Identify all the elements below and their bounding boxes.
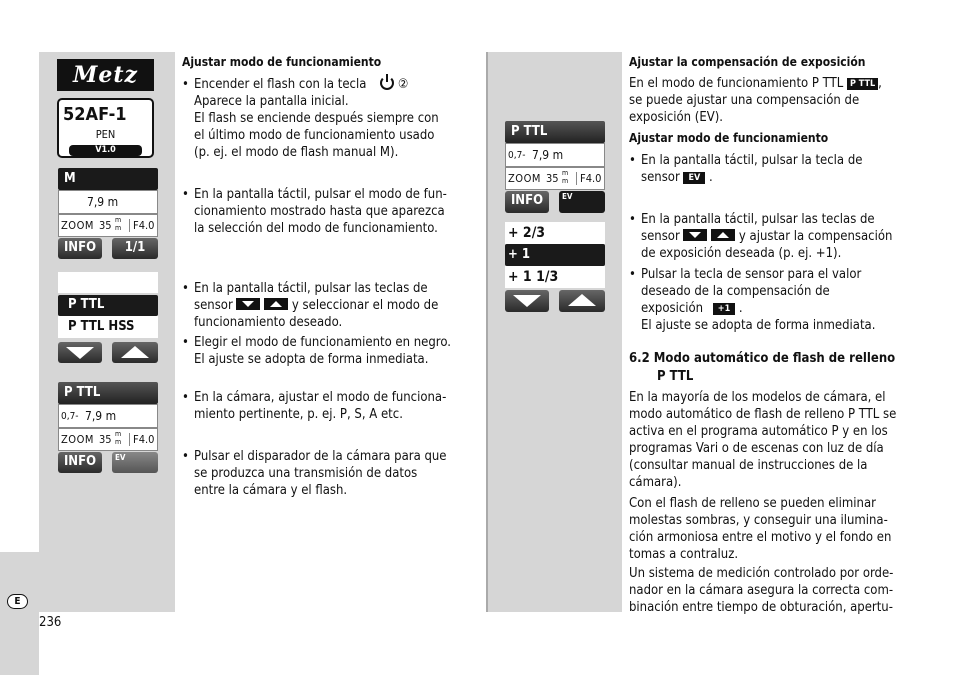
p3-line: Con el flash de relleno se pueden eliminar [629, 496, 876, 511]
zoom-value: 35 [99, 433, 112, 446]
p4-line: nador en la cámara asegura la correcta com- [629, 583, 894, 598]
bullet-dot: • [629, 153, 636, 168]
bullet-dot: • [182, 281, 189, 296]
p2-line: cámara). [629, 475, 682, 490]
mode-bar-m[interactable]: M [58, 168, 158, 190]
b2-line2: cionamiento mostrado hasta que aparezca [194, 204, 445, 219]
p2-line: programas Vari o de escenas con luz de día [629, 441, 884, 456]
p2-line: (consultar manual de instrucciones de la [629, 458, 868, 473]
ev-option-plus-1-1-3[interactable]: + 1 1/3 [505, 266, 605, 288]
arrow-up-icon [568, 294, 596, 306]
b2-line3: la selección del modo de funcionamiento. [194, 221, 438, 236]
p3-line: molestas sombras, y conseguir una ilumina- [629, 513, 888, 528]
range-distance: 7,9 m [85, 409, 117, 423]
b6-line2: se produzca una transmisión de datos [194, 466, 418, 481]
version-badge [69, 145, 142, 156]
arrow-down-icon [513, 295, 541, 307]
p4-line: binación entre tiempo de obturación, apertu- [629, 600, 893, 615]
b3-line2a: sensor [194, 298, 233, 313]
range-display [58, 404, 158, 428]
c2b3-line2: deseado de la compensación de [641, 284, 830, 299]
c2b2-line3: de exposición deseada (p. ej. +1). [641, 246, 842, 261]
zoom-value: 35 [546, 172, 559, 185]
c2b1-line1: En la pantalla táctil, pulsar la tecla de [641, 153, 863, 168]
p1-line3: exposición (EV). [629, 110, 724, 125]
panel-divider [486, 52, 488, 612]
col2-para-1 [629, 75, 929, 126]
zoom-unit-top: m [115, 216, 122, 224]
b5-line2: miento pertinente, p. ej. P, S, A etc. [194, 407, 403, 422]
model-name: 52AF-1 [63, 104, 127, 125]
ev-option-plus-1[interactable]: + 1 [505, 244, 605, 266]
zoom-label: ZOOM [508, 172, 541, 185]
sensor-down-button[interactable] [505, 290, 549, 312]
aperture-value: F4.0 [129, 433, 154, 446]
p2-line: modo automático de flash de relleno P TTL se [629, 407, 897, 422]
b3-line3: funcionamiento deseado. [194, 315, 343, 330]
page-number: 236 [39, 615, 62, 630]
distance-display-m [58, 190, 158, 214]
b3-line1: En la pantalla táctil, pulsar las teclas de [194, 281, 428, 296]
mode-bar-pttl[interactable]: P TTL [58, 382, 158, 404]
arrow-up-icon [121, 346, 149, 358]
b1-line1 [194, 76, 439, 93]
col2-para-4 [629, 565, 929, 616]
sensor-up-key-icon [711, 229, 735, 241]
b1-line2: Aparece la pantalla inicial. [194, 94, 349, 109]
metz-logo-text: Metz [72, 62, 138, 88]
c2b1-line2-text: sensor [641, 170, 680, 185]
zoom-value: 35 [99, 219, 112, 232]
b1-line4: el último modo de funcionamiento usado [194, 128, 435, 143]
zoom-unit-bottom: m [562, 177, 569, 185]
p2-line: En la mayoría de los modelos de cámara, el [629, 390, 886, 405]
left-illustration-panel [39, 52, 175, 612]
b6-line3: entre la cámara y el flash. [194, 483, 348, 498]
section-title-line1: 6.2 Modo automático de flash de relleno [629, 351, 896, 366]
ev-button[interactable] [112, 452, 158, 473]
model-sub: PEN [95, 128, 116, 141]
ev-label: EV [562, 192, 573, 201]
mode-option-pttl[interactable]: P TTL [58, 295, 158, 316]
col2-para-2 [629, 389, 929, 491]
plus-one-key-icon: +1 [713, 303, 735, 315]
col1-heading: Ajustar modo de funcionamiento [182, 55, 382, 69]
info-button-m[interactable]: INFO [58, 238, 102, 259]
c2b2-line2a: sensor [641, 229, 680, 244]
b6-line1: Pulsar el disparador de la cámara para que [194, 449, 447, 464]
zoom-unit-bottom: m [115, 224, 122, 232]
range-prefix: 0,7- [508, 150, 526, 161]
p3-line: tomas a contraluz. [629, 547, 739, 562]
side-tab [0, 552, 39, 675]
bullet-dot: • [182, 449, 189, 464]
zoom-display-m [58, 214, 158, 237]
page-button[interactable]: 1/1 [112, 238, 158, 259]
section-title [629, 350, 895, 386]
p1-line2: se puede ajustar una compensación de [629, 93, 860, 108]
b1-line1-text: Encender el flash con la tecla [194, 77, 367, 92]
info-button-pttl[interactable]: INFO [58, 452, 102, 473]
arrow-down-icon [66, 347, 94, 359]
ev-key-icon: EV [683, 172, 705, 184]
c2b2-line1: En la pantalla táctil, pulsar las teclas de [641, 212, 875, 227]
c2b1-line2: sensor EV . [641, 170, 713, 185]
b3-line2b: y seleccionar el modo de [291, 298, 439, 313]
version-label: V1.0 [95, 145, 116, 155]
p1-line1: En el modo de funcionamiento P TTL P TTL , [629, 76, 882, 91]
c2b3-line3: exposición +1 . [641, 301, 743, 316]
pttl-key-icon: P TTL [847, 78, 878, 90]
col2-heading-2: Ajustar modo de funcionamiento [629, 131, 829, 145]
c2b3-line3-text: exposición [641, 301, 704, 316]
sensor-up-button[interactable] [112, 342, 158, 363]
circled-2: ② [397, 77, 409, 92]
zoom-unit-bottom: m [115, 438, 122, 446]
c2b2-line2 [641, 228, 892, 245]
c2b3-line4: El ajuste se adopta de forma inmediata. [641, 318, 876, 333]
p2-line: activa en el programa automático P y en los [629, 424, 888, 439]
col2-para-3 [629, 495, 929, 563]
zoom-unit-top: m [562, 169, 569, 177]
mode-option-pttl-hss[interactable]: P TTL HSS [58, 316, 158, 338]
c2b3-line1: Pulsar la tecla de sensor para el valor [641, 267, 862, 282]
zoom-display [505, 167, 605, 190]
zoom-display-pttl [58, 428, 158, 451]
sensor-down-key-icon [683, 229, 707, 241]
mode-select-blank [58, 272, 158, 293]
bullet-dot: • [182, 390, 189, 405]
language-badge [7, 594, 28, 609]
section-title-line2: P TTL [657, 369, 694, 384]
aperture-value: F4.0 [129, 219, 154, 232]
bullet-dot: • [182, 335, 189, 350]
zoom-unit-top: m [115, 430, 122, 438]
ev-label: EV [115, 453, 126, 462]
p3-line: ción armoniosa entre el motivo y el fondo en [629, 530, 892, 545]
sensor-up-key-icon [264, 298, 288, 310]
b4-line1: Elegir el modo de funcionamiento en negro. [194, 335, 451, 350]
b5-line1: En la cámara, ajustar el modo de funciona- [194, 390, 447, 405]
range-prefix: 0,7- [61, 411, 79, 422]
sensor-down-button[interactable] [58, 342, 102, 363]
b2-line1: En la pantalla táctil, pulsar el modo de fun- [194, 187, 447, 202]
p1-line1-text: En el modo de funcionamiento P TTL [629, 76, 844, 91]
sensor-up-button[interactable] [559, 290, 605, 312]
aperture-value: F4.0 [576, 172, 601, 185]
metz-logo [57, 59, 154, 91]
info-button[interactable]: INFO [505, 191, 549, 213]
sensor-down-key-icon [236, 298, 260, 310]
start-screen [57, 98, 154, 158]
col2-heading-1: Ajustar la compensación de exposición [629, 55, 866, 69]
distance-value: 7,9 m [87, 195, 119, 209]
power-icon [380, 76, 394, 90]
language-badge-label: E [14, 596, 21, 607]
mode-bar-pttl[interactable]: P TTL [505, 121, 605, 143]
range-distance: 7,9 m [532, 148, 564, 162]
zoom-label: ZOOM [61, 433, 94, 446]
b3-line2 [194, 297, 438, 314]
c2b2-line2b: y ajustar la compensación [738, 229, 893, 244]
range-display [505, 143, 605, 167]
p4-line: Un sistema de medición controlado por orde- [629, 566, 894, 581]
bullet-dot: • [182, 187, 189, 202]
b1-line3: El flash se enciende después siempre con [194, 111, 439, 126]
bullet-dot: • [629, 212, 636, 227]
ev-button-active[interactable] [559, 191, 605, 213]
bullet-dot: • [629, 267, 636, 282]
zoom-label: ZOOM [61, 219, 94, 232]
b4-line2: El ajuste se adopta de forma inmediata. [194, 352, 429, 367]
mid-illustration-panel [486, 52, 622, 612]
b1-line5: (p. ej. el modo de flash manual M). [194, 145, 399, 160]
bullet-dot: • [182, 77, 189, 92]
ev-option-plus-2-3[interactable]: + 2/3 [505, 222, 605, 244]
